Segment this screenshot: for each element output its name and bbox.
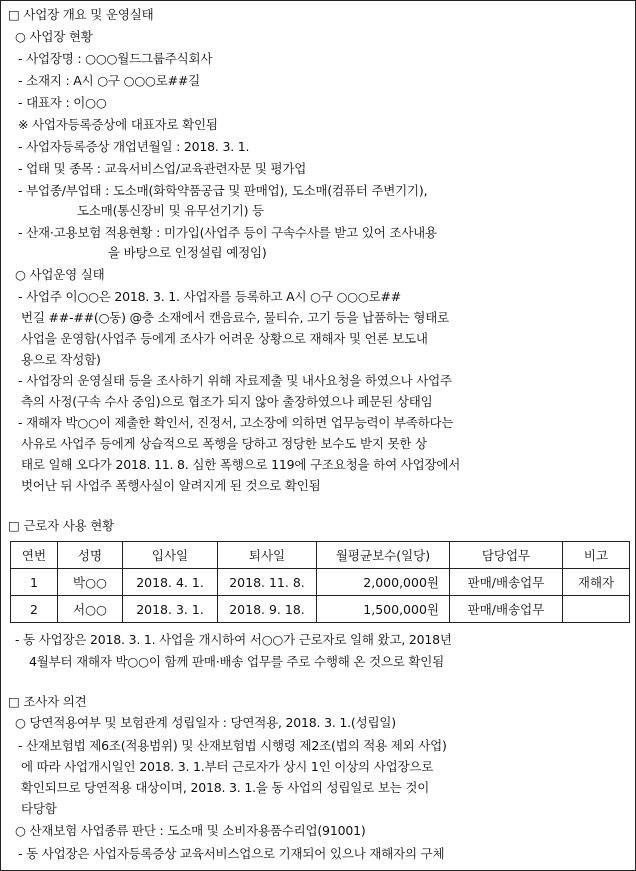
cell-note: 재해자 — [563, 569, 630, 596]
cell-note — [563, 596, 630, 623]
cell-duty: 판매/배송업무 — [450, 569, 563, 596]
cell-index: 1 — [11, 569, 58, 596]
text-line: - 부업종/부업태 : 도소매(화학약품공급 및 판매업), 도소매(컴퓨터 주변기기), — [18, 183, 428, 198]
text-line: - 소재지 : A시 ○구 ○○○로##길 — [18, 73, 201, 88]
column-header: 담당업무 — [450, 542, 563, 569]
text-line: 에 따라 사업개시일인 2018. 3. 1.부터 근로자가 상시 1인 이상의 사업장으로 — [21, 759, 434, 774]
text-line: - 사업장의 운영실태 등을 조사하기 위해 자료제출 및 내사요청을 하였으나 사업주 — [18, 373, 452, 388]
text-line: 측의 사정(구속 수사 중임)으로 협조가 되지 않아 출장하였으나 폐문된 상태임 — [21, 394, 433, 409]
cell-hire-date: 2018. 4. 1. — [123, 569, 218, 596]
cell-name: 서○○ — [58, 596, 123, 623]
text-line: 벗어난 뒤 사업주 폭행사실이 알려지게 된 것으로 확인됨 — [21, 478, 321, 493]
text-line: 용으로 작성함) — [21, 352, 101, 367]
table-header-row — [11, 542, 630, 569]
text-line: ※ 사업자등록증상에 대표자로 확인됨 — [18, 117, 218, 132]
text-line: - 동 사업장은 사업자등록증상 교육서비스업으로 기재되어 있으나 재해자의 구체 — [18, 846, 445, 861]
text-line: 4월부터 재해자 박○○이 함께 판매·배송 업무를 주로 수행해 온 것으로 확인됨 — [29, 654, 445, 669]
text-line: - 산재·고용보험 적용현황 : 미가입(사업주 등이 구속수사를 받고 있어 조사내용 — [18, 225, 437, 240]
text-line: 번길 ##-##(○동) @층 소재에서 캔음료수, 물티슈, 고기 등을 납품하는 형태로 — [21, 310, 450, 325]
text-line: ○ 당연적용여부 및 보험관계 성립일자 : 당연적용, 2018. 3. 1.(성립일) — [15, 715, 396, 730]
cell-index: 2 — [11, 596, 58, 623]
column-header: 퇴사일 — [218, 542, 317, 569]
text-line: 사업을 운영함(사업주 등에게 조사가 어려운 상황으로 재해자 및 언론 보도내 — [21, 331, 428, 346]
cell-wage: 1,500,000원 — [317, 596, 450, 623]
text-line: 태로 일해 오다가 2018. 11. 8. 심한 폭행으로 119에 구조요청을 하여 사업장에서 — [21, 457, 461, 472]
text-line: - 사업주 이○○은 2018. 3. 1. 사업자를 등록하고 A시 ○구 ○○○로## — [18, 289, 402, 304]
column-header: 월평균보수(일당) — [317, 542, 450, 569]
column-header: 연번 — [11, 542, 58, 569]
text-line: - 사업자등록증상 개업년월일 : 2018. 3. 1. — [18, 139, 250, 154]
table-row — [11, 569, 630, 596]
table-row — [11, 596, 630, 623]
cell-hire-date: 2018. 3. 1. — [123, 596, 218, 623]
text-line: - 동 사업장은 2018. 3. 1. 사업을 개시하여 서○○가 근로자로 일해 왔고, 2018년 — [15, 632, 452, 647]
section-heading-opinion: □ 조사자 의견 — [8, 694, 87, 709]
cell-duty: 판매/배송업무 — [450, 596, 563, 623]
workers-table — [10, 541, 630, 623]
subheading-operation: ○ 사업운영 실태 — [15, 267, 105, 282]
column-header: 입사일 — [123, 542, 218, 569]
cell-leave-date: 2018. 9. 18. — [218, 596, 317, 623]
cell-wage: 2,000,000원 — [317, 569, 450, 596]
text-line: 사유로 사업주 등에게 상습적으로 폭행을 당하고 정당한 보수도 받지 못한 상 — [21, 436, 427, 451]
text-line: - 재해자 박○○이 제출한 확인서, 진정서, 고소장에 의하면 업무능력이 부족하다는 — [18, 415, 454, 430]
text-line: - 산재보험법 제6조(적용범위) 및 산재보험법 시행령 제2조(법의 적용 제외 사업) — [18, 738, 447, 753]
column-header: 성명 — [58, 542, 123, 569]
cell-name: 박○○ — [58, 569, 123, 596]
text-line: 확인되므로 당연적용 대상이며, 2018. 3. 1.을 동 사업의 성립일로 보는 것이 — [21, 780, 430, 795]
column-header: 비고 — [563, 542, 630, 569]
text-line: 도소매(통신장비 및 유무선기기) 등 — [77, 203, 264, 218]
text-line: - 대표자 : 이○○ — [18, 95, 107, 110]
cell-leave-date: 2018. 11. 8. — [218, 569, 317, 596]
text-line: - 업태 및 종목 : 교육서비스업/교육관련자문 및 평가업 — [18, 161, 307, 176]
text-line: ○ 산재보험 사업종류 판단 : 도소매 및 소비자용품수리업(91001) — [15, 823, 366, 838]
section-heading-overview: □ 사업장 개요 및 운영실태 — [8, 7, 154, 22]
text-line: 을 바탕으로 인정설립 예정임) — [108, 245, 267, 260]
subheading-status: ○ 사업장 현황 — [15, 29, 93, 44]
text-line: - 사업장명 : ○○○월드그룹주식회사 — [18, 51, 213, 66]
text-line: 타당함 — [21, 801, 57, 816]
section-heading-workers: □ 근로자 사용 현황 — [8, 518, 115, 533]
